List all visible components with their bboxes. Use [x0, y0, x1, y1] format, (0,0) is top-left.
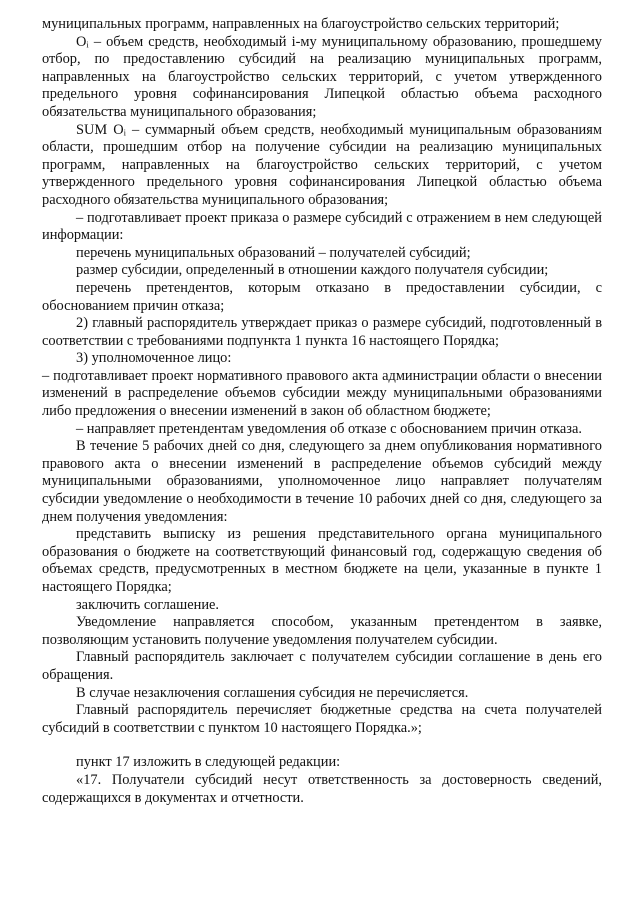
paragraph-4: – подготавливает проект приказа о размере субсидий с отражением в нем следующей информации: [42, 209, 602, 244]
paragraph-9: 3) уполномоченное лицо: [76, 350, 232, 367]
paragraph-12: В течение 5 рабочих дней со дня, следующего за днем опубликования нормативного правового акта о внесении изменений в распределение объемов субсидий между муниципальными образованиями, уполномоченное лицо направляет получателям субсидии уведомление о необходимости в течение 10 рабочих дней со дня, следующего за днем получения уведомления: [42, 438, 602, 525]
paragraph-10: – подготавливает проект нормативного правового акта администрации области о внесении изменений в распределение объемов субсидии между муниципальными образованиями либо предложения о внесении изменений в закон об областном бюджете; [42, 367, 602, 420]
paragraph-13: представить выписку из решения представительного органа муниципального образования о бюджете на соответствующий финансовый год, содержащую сведения об объемах средств, предусмотренных в местном бюджете на цели, указанные в пункте 1 настоящего Порядка; [42, 526, 602, 595]
paragraph-gap [42, 737, 602, 754]
paragraph-2: Oᵢ – объем средств, необходимый i-му муниципальному образованию, прошедшему отбор, по предоставлению субсидий на реализацию муниципальных программ, направленных на благоустройство сельских территорий, с учетом утвержденного предельного уровня софинансирования Липецкой областью объема расходного обязательства муниципального образования; [42, 33, 602, 120]
paragraph-1: муниципальных программ, направленных на благоустройство сельских территорий; [42, 16, 560, 32]
paragraph-17: В случае незаключения соглашения субсидия не перечисляется. [76, 684, 469, 701]
paragraph-14: заключить соглашение. [76, 596, 220, 613]
paragraph-19: пункт 17 изложить в следующей редакции: [76, 754, 341, 771]
paragraph-16: Главный распорядитель заключает с получателем субсидии соглашение в день его обращения. [42, 649, 602, 683]
paragraph-5: перечень муниципальных образований – получателей субсидий; [76, 244, 471, 261]
paragraph-7: перечень претендентов, которым отказано в предоставлении субсидии, с обоснованием причин отказа; [42, 279, 602, 314]
document-page [42, 16, 602, 807]
paragraph-18: Главный распорядитель перечисляет бюджетные средства на счета получателей субсидий в соответствии с пунктом 10 настоящего Порядка.»; [42, 702, 602, 736]
paragraph-8: 2) главный распорядитель утверждает приказ о размере субсидий, подготовленный в соответствии с требованиями подпункта 1 пункта 16 настоящего Порядка; [42, 315, 602, 349]
paragraph-20: «17. Получатели субсидий несут ответственность за достоверность сведений, содержащихся в документах и отчетности. [42, 771, 602, 806]
paragraph-15: Уведомление направляется способом, указанным претендентом в заявке, позволяющим установить получение уведомления получателем субсидии. [42, 614, 602, 648]
paragraph-3: SUM Oᵢ – суммарный объем средств, необходимый муниципальным образованиям области, прошедшим отбор на получение субсидии на реализацию муниципальных программ, направленных на благоустройство сельских территорий, с учетом утвержденного предельного уровня софинансирования Липецкой областью объема расходного обязательства муниципального образования; [42, 121, 602, 208]
paragraph-6: размер субсидии, определенный в отношении каждого получателя субсидии; [76, 262, 549, 279]
paragraph-11: – направляет претендентам уведомления об отказе с обоснованием причин отказа. [76, 420, 582, 437]
